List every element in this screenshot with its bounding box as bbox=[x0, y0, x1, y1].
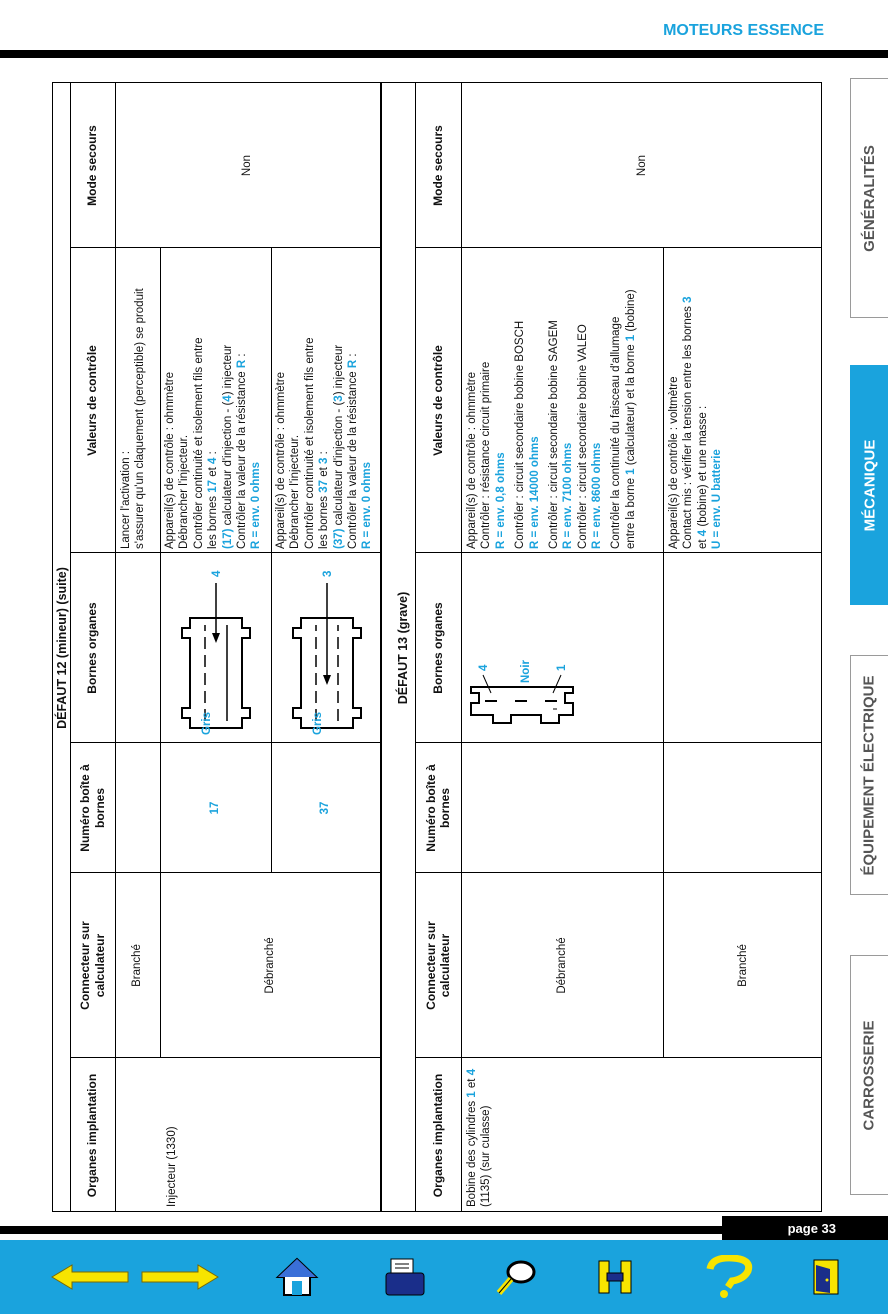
d13-header-mode: Mode secours bbox=[430, 125, 445, 206]
tab-carrosserie[interactable] bbox=[850, 955, 888, 1195]
d12-r0-l5c: 4 bbox=[221, 395, 234, 402]
d13-group-2 bbox=[513, 249, 542, 549]
d12-r1-l5a: (37) bbox=[332, 528, 345, 549]
d12-pin-label-1: 4 bbox=[211, 570, 223, 577]
d13-coil-connector bbox=[461, 553, 663, 743]
d13-p3: R = env. 0,8 ohms bbox=[494, 452, 507, 549]
help-icon[interactable] bbox=[700, 1252, 760, 1302]
d12-numero-17: 17 bbox=[209, 801, 222, 815]
d12-r0-l3: Contrôler continuité et isolement fils entre bbox=[192, 337, 205, 549]
d12-r1-l4d: 3 bbox=[318, 457, 331, 464]
d13-p11b: 1 bbox=[624, 468, 637, 475]
injector-connector-diagram bbox=[160, 553, 271, 743]
d12-r0-l5d: ) injecteur bbox=[221, 344, 234, 396]
d13-organe-b: 1 bbox=[466, 1091, 478, 1098]
d12-r0-l6a: Contrôler la valeur de la résistance bbox=[235, 368, 248, 549]
defaut12-title: DÉFAUT 12 (mineur) (suite) bbox=[55, 567, 69, 729]
d12-r1-l5d: ) injecteur bbox=[332, 344, 345, 396]
d12-connecteur-branche: Branché bbox=[131, 944, 144, 987]
d13-p11d: 1 bbox=[624, 334, 637, 342]
d12-header-connecteur: Connecteur sur calculateur bbox=[78, 921, 107, 1010]
d13-organe-c: et bbox=[466, 1075, 478, 1092]
d13-header-numero: Numéro boîte à bornes bbox=[423, 764, 452, 852]
d13-p11 bbox=[624, 249, 638, 549]
d13-q1: Appareil(s) de contrôle : voltmètre bbox=[668, 376, 680, 549]
d13-organe-line1 bbox=[465, 1059, 479, 1207]
top-divider bbox=[0, 50, 888, 58]
d13-p2: Contrôler : résistance circuit primaire bbox=[480, 361, 493, 549]
d12-branche-valeur bbox=[119, 249, 159, 549]
d12-injector-connector-1 bbox=[160, 553, 271, 743]
tab-mecanique[interactable] bbox=[850, 365, 888, 605]
defaut13-title: DÉFAUT 13 (grave) bbox=[396, 591, 410, 705]
tab-mecanique-label: MÉCANIQUE bbox=[861, 439, 879, 531]
d12-r0-l6c: : bbox=[235, 353, 248, 360]
d12-connecteur-debranche: Débranché bbox=[263, 937, 276, 994]
d12-r1-l6c: : bbox=[346, 353, 359, 360]
d12-r0-l5b: calculateur d'injection - ( bbox=[221, 401, 234, 529]
d12-r0-l5a: (17) bbox=[221, 528, 234, 549]
d12-r0-l4e: : bbox=[207, 451, 220, 458]
d13-p4: Contrôler : circuit secondaire bobine BOSCH bbox=[514, 320, 527, 549]
d12-r1-l7: R = env. 0 ohms bbox=[361, 461, 374, 549]
tab-generalites-label: GÉNÉRALITÉS bbox=[861, 144, 878, 252]
forward-arrow-icon[interactable] bbox=[140, 1252, 220, 1302]
d12-header-numero: Numéro boîte à bornes bbox=[78, 764, 107, 852]
d12-header-bornes: Bornes organes bbox=[85, 602, 100, 694]
d12-r0-l4 bbox=[206, 249, 220, 549]
d13-p1: Appareil(s) de contrôle : ohmmètre bbox=[466, 371, 478, 549]
d12-r0-l4a: les bornes bbox=[207, 492, 220, 549]
d12-header-valeurs: Valeurs de contrôle bbox=[85, 345, 100, 456]
d13-connecteur-debranche: Débranché bbox=[555, 937, 568, 994]
d13-header-valeurs: Valeurs de contrôle bbox=[430, 345, 445, 456]
page-number: page 33 bbox=[722, 1216, 888, 1242]
d12-valeur-17 bbox=[163, 249, 271, 549]
print-icon[interactable] bbox=[380, 1252, 430, 1302]
d13-p11a: entre la borne bbox=[624, 474, 637, 549]
header-title: MOTEURS ESSENCE bbox=[663, 22, 824, 39]
tab-generalites[interactable] bbox=[850, 78, 888, 318]
d12-pin-label-2: 3 bbox=[322, 570, 334, 577]
d13-p8: Contrôler : circuit secondaire bobine VALEO bbox=[576, 324, 589, 549]
d12-r0-l4b: 17 bbox=[207, 479, 220, 493]
tab-equipement-electrique[interactable] bbox=[850, 655, 888, 895]
d12-r0-l5 bbox=[221, 249, 235, 549]
d12-color-1: Gris bbox=[201, 711, 213, 735]
index-icon[interactable] bbox=[590, 1252, 640, 1302]
d13-q4: U = env. U batterie bbox=[711, 449, 724, 549]
d12-r1-l4e: : bbox=[318, 451, 331, 458]
d12-mode: Non bbox=[241, 154, 254, 177]
d13-p10: Contrôler la continuité du faisceau d'allumage bbox=[610, 316, 623, 549]
d13-pin-right: 1 bbox=[556, 664, 568, 671]
d12-branche-v2: s'assurer qu'un claquement (perceptible) se produit bbox=[134, 288, 147, 549]
d12-r1-l5b: calculateur d'injection - ( bbox=[332, 401, 345, 529]
d13-organe-a: Bobine des cylindres bbox=[466, 1097, 478, 1207]
d12-r0-l4d: 4 bbox=[207, 457, 220, 464]
d12-r1-l1: Appareil(s) de contrôle : ohmmètre bbox=[275, 371, 287, 549]
d12-r1-l5 bbox=[332, 249, 346, 549]
home-icon[interactable] bbox=[272, 1252, 322, 1302]
d13-q3 bbox=[696, 249, 710, 549]
d13-q2 bbox=[681, 249, 695, 549]
d13-color: Noir bbox=[520, 660, 532, 683]
d12-r0-l6b: R bbox=[235, 359, 248, 369]
d13-organe bbox=[465, 1059, 505, 1207]
d12-header-mode: Mode secours bbox=[85, 125, 100, 206]
d13-p6: Contrôler : circuit secondaire bobine SAGEM bbox=[547, 320, 560, 549]
d12-valeur-37 bbox=[274, 249, 380, 549]
d12-branche-v1: Lancer l'activation : bbox=[120, 450, 132, 549]
d13-connecteur-branche: Branché bbox=[736, 944, 749, 987]
d13-p9: R = env. 8600 ohms bbox=[591, 442, 603, 549]
d13-header-bornes: Bornes organes bbox=[430, 602, 445, 694]
d12-color-2: Gris bbox=[312, 711, 324, 735]
d13-header-connecteur: Connecteur sur calculateur bbox=[423, 921, 452, 1010]
search-icon[interactable] bbox=[492, 1252, 542, 1302]
d13-q3a: et bbox=[696, 536, 709, 549]
d12-r1-l2: Débrancher l'injecteur. bbox=[289, 434, 302, 549]
d13-q3b: 4 bbox=[696, 529, 709, 537]
d12-organe: Injecteur (1330) bbox=[166, 1126, 178, 1207]
back-arrow-icon[interactable] bbox=[50, 1252, 130, 1302]
d13-pin-left: 4 bbox=[478, 664, 490, 671]
exit-icon[interactable] bbox=[806, 1252, 846, 1302]
d12-r0-l4c: et bbox=[207, 463, 220, 480]
d13-q2a: Contact mis : vérifier la tension entre les bornes bbox=[682, 302, 695, 549]
d12-r0-l2: Débrancher l'injecteur. bbox=[178, 434, 191, 549]
d13-organe-line2: (1135) (sur culasse) bbox=[480, 1105, 493, 1207]
d12-r1-l4b: 37 bbox=[318, 479, 331, 493]
d12-r1-l6 bbox=[346, 249, 360, 549]
d13-valeur-debranche bbox=[465, 249, 663, 549]
d12-r1-l4a: les bornes bbox=[318, 492, 331, 549]
d12-r1-l4c: et bbox=[318, 463, 331, 480]
d12-r1-l5c: 3 bbox=[332, 395, 345, 402]
tab-equipement-label: ÉQUIPEMENT ÉLECTRIQUE bbox=[861, 674, 878, 876]
d12-r1-l4 bbox=[317, 249, 331, 549]
navigation-bar bbox=[0, 1240, 888, 1314]
d12-header-organes: Organes implantation bbox=[85, 1073, 100, 1198]
d13-q2b: 3 bbox=[682, 296, 695, 303]
fault-tables bbox=[52, 82, 822, 1212]
tab-carrosserie-label: CARROSSERIE bbox=[861, 1019, 878, 1131]
d12-r1-l6b: R bbox=[346, 359, 359, 369]
d13-p11e: (bobine) bbox=[624, 289, 637, 335]
injector-connector-diagram-2 bbox=[271, 553, 380, 743]
d13-valeur-branche bbox=[667, 249, 817, 549]
d13-p7: R = env. 7100 ohms bbox=[562, 442, 575, 549]
d13-header-organes: Organes implantation bbox=[430, 1073, 445, 1198]
d12-r1-l3: Contrôler continuité et isolement fils entre bbox=[303, 337, 316, 549]
d12-r0-l6 bbox=[235, 249, 249, 549]
d13-p11c: (calculateur) et la borne bbox=[624, 341, 637, 469]
d12-injector-connector-2 bbox=[271, 553, 380, 743]
coil-connector-diagram bbox=[461, 553, 663, 743]
d12-r0-l1: Appareil(s) de contrôle : ohmmètre bbox=[164, 371, 176, 549]
d13-group-4 bbox=[609, 249, 638, 549]
d13-mode: Non bbox=[635, 154, 648, 177]
d13-q3c: (bobine) et une masse : bbox=[696, 405, 709, 530]
d13-group-3 bbox=[547, 249, 605, 549]
d12-r1-l6a: Contrôler la valeur de la résistance bbox=[346, 368, 359, 549]
d13-p5: R = env. 14000 ohms bbox=[528, 436, 541, 549]
d13-organe-d: 4 bbox=[466, 1068, 478, 1076]
d13-group-1 bbox=[465, 249, 508, 549]
d12-numero-37: 37 bbox=[319, 801, 332, 815]
d12-r0-l7: R = env. 0 ohms bbox=[250, 461, 263, 549]
